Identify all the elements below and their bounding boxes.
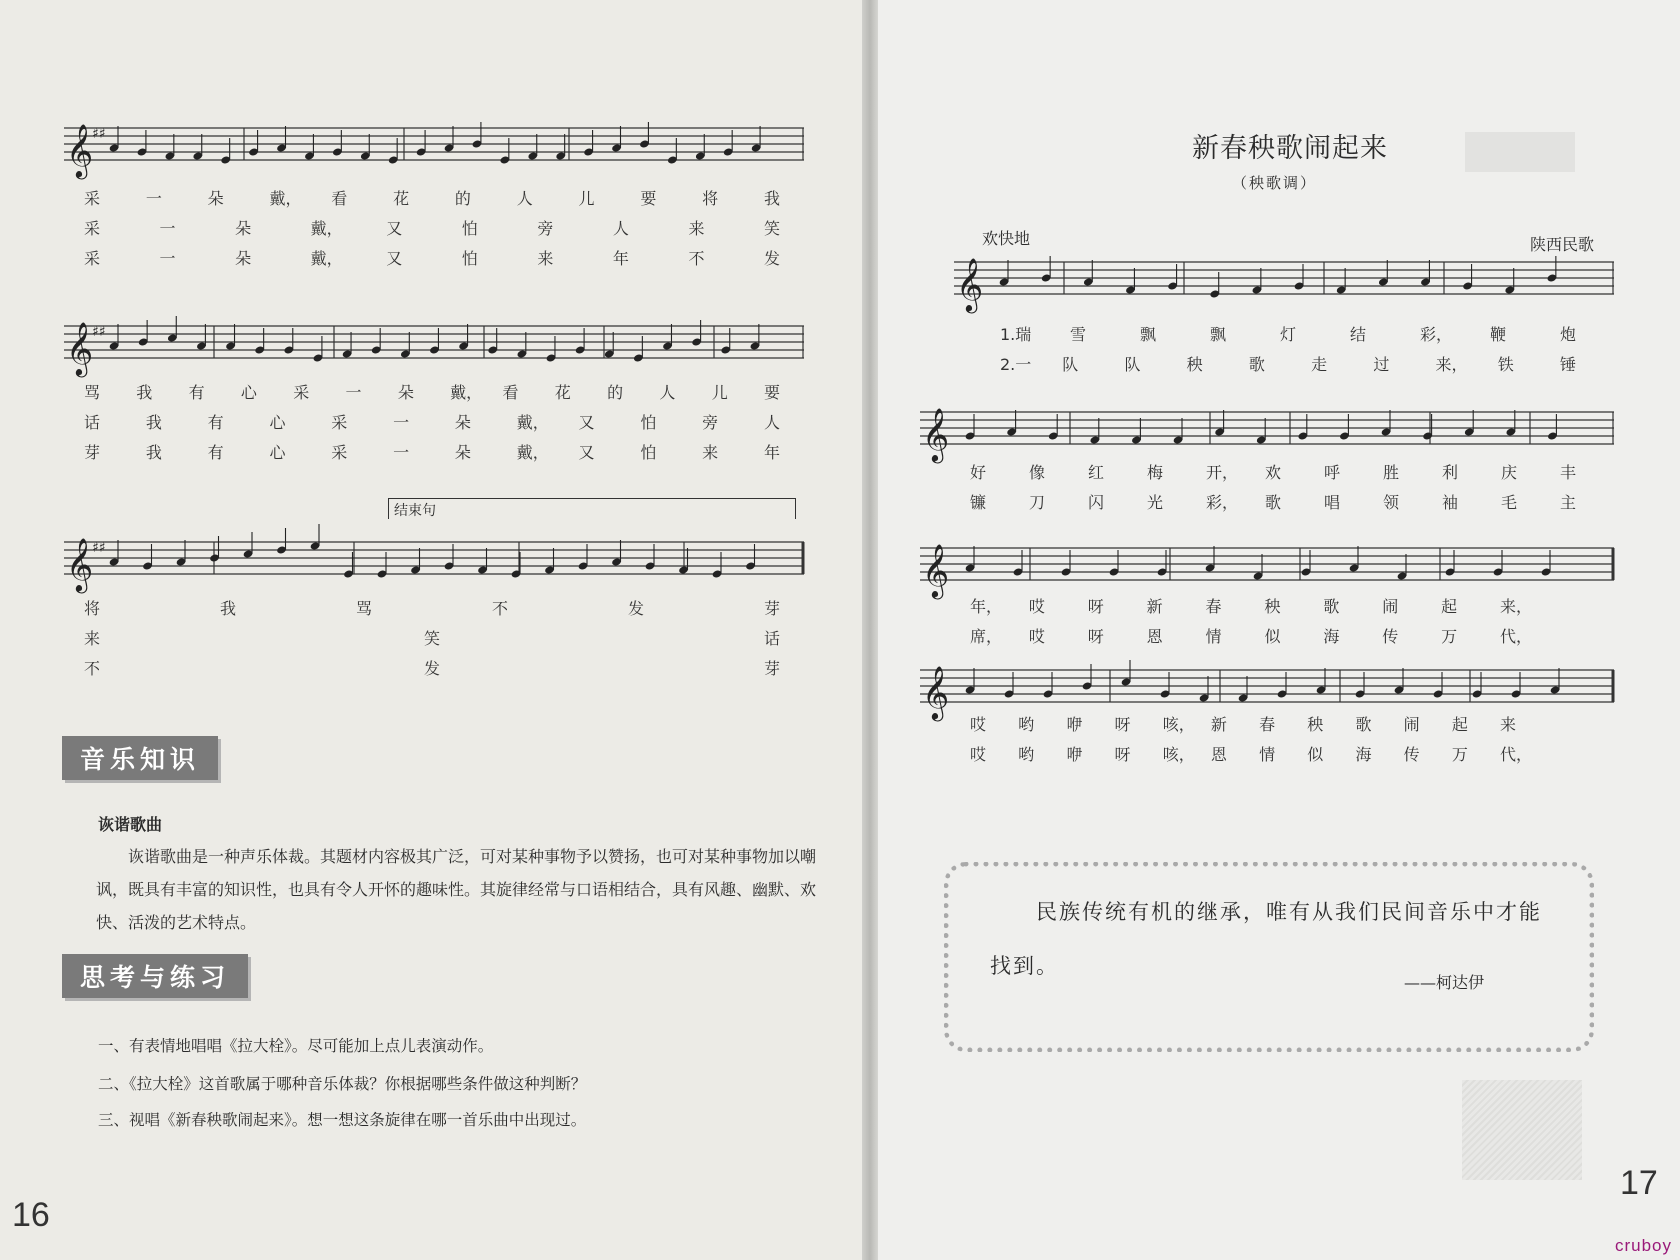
lyric-syllable: 看 bbox=[331, 189, 348, 208]
lyric-syllable: 采 bbox=[84, 249, 101, 268]
lyric-syllable: 一 bbox=[159, 219, 176, 238]
lyric-syllable: 新 bbox=[1210, 715, 1227, 734]
lyric-syllable: 戴， bbox=[310, 219, 343, 238]
lyric-syllable: 雪 bbox=[1070, 325, 1087, 344]
lyric-syllable: 恩 bbox=[1210, 745, 1227, 764]
lyric-syllable: 领 bbox=[1383, 493, 1400, 512]
lyric-syllable: 有 bbox=[207, 443, 224, 462]
lyric-syllable: 不 bbox=[492, 599, 509, 618]
score-staff-left-2 bbox=[64, 318, 804, 378]
decorative-image-top bbox=[1465, 132, 1575, 172]
lyric-syllable: 闹 bbox=[1403, 715, 1420, 734]
lyric-syllable: 年 bbox=[612, 249, 629, 268]
lyric-syllable: 海 bbox=[1323, 627, 1340, 646]
quote-line-2: 找到。 bbox=[990, 954, 1059, 978]
tempo-marking: 欢快地 bbox=[982, 229, 1031, 248]
key-signature-sharp: ♯♯ bbox=[92, 126, 106, 142]
lyric-syllable: 红 bbox=[1088, 463, 1105, 482]
lyric-syllable: 欢 bbox=[1265, 463, 1282, 482]
lyric-syllable: 朵 bbox=[397, 383, 414, 402]
treble-clef-icon: 𝄞 bbox=[922, 407, 950, 461]
score-staff-right-3 bbox=[920, 540, 1614, 600]
lyric-syllable: 传 bbox=[1403, 745, 1420, 764]
lyric-syllable: 呀 bbox=[1087, 627, 1104, 646]
score-staff-right-2 bbox=[920, 404, 1614, 464]
lyric-syllable: 恩 bbox=[1146, 627, 1163, 646]
lyric-syllable: 来 bbox=[1500, 715, 1517, 734]
lyric-syllable: 彩， bbox=[1420, 325, 1453, 344]
lyric-syllable: 怕 bbox=[640, 413, 657, 432]
lyric-syllable: 花 bbox=[393, 189, 410, 208]
lyric-syllable: 哎 bbox=[1028, 627, 1045, 646]
lyric-syllable: 灯 bbox=[1280, 325, 1297, 344]
lyric-syllable: 2.一 bbox=[1000, 355, 1032, 374]
lyric-syllable: 骂 bbox=[84, 383, 101, 402]
lyric-syllable: 我 bbox=[136, 383, 153, 402]
lyric-syllable: 看 bbox=[502, 383, 519, 402]
lyric-syllable: 一 bbox=[145, 189, 162, 208]
page-number-right: 17 bbox=[1620, 1164, 1658, 1202]
lyric-syllable: 采 bbox=[293, 383, 310, 402]
lyric-syllable: 芽 bbox=[764, 599, 781, 618]
lyric-syllable: 刀 bbox=[1029, 493, 1046, 512]
lyric-syllable: 发 bbox=[424, 659, 441, 678]
lyric-syllable: 儿 bbox=[578, 189, 595, 208]
treble-clef-icon: 𝄞 bbox=[922, 543, 950, 597]
lyric-syllable: 彩， bbox=[1206, 493, 1239, 512]
lyric-syllable: 来 bbox=[688, 219, 705, 238]
lyric-syllable: 我 bbox=[145, 413, 162, 432]
lyric-syllable: 话 bbox=[764, 629, 781, 648]
song-subtitle: （秧歌调） bbox=[1232, 174, 1318, 192]
lyric-syllable: 话 bbox=[84, 413, 101, 432]
treble-clef-icon: 𝄞 bbox=[922, 665, 950, 719]
treble-clef-icon: 𝄞 bbox=[66, 123, 94, 177]
lyric-syllable: 铁 bbox=[1497, 355, 1514, 374]
lyric-syllable: 炮 bbox=[1560, 325, 1577, 344]
lyric-syllable: 采 bbox=[331, 443, 348, 462]
lyric-syllable: 锤 bbox=[1560, 355, 1577, 374]
lyric-syllable: 咳， bbox=[1162, 715, 1195, 734]
lyric-syllable: 的 bbox=[607, 383, 624, 402]
lyric-syllable: 笑 bbox=[764, 219, 781, 238]
lyric-syllable: 起 bbox=[1451, 715, 1468, 734]
lyric-syllable: 像 bbox=[1029, 463, 1046, 482]
lyric-syllable: 哎 bbox=[1028, 597, 1045, 616]
question-1: 一、有表情地唱唱《拉大栓》。尽可能加上点儿表演动作。 bbox=[98, 1037, 494, 1055]
lyric-syllable: 旁 bbox=[702, 413, 719, 432]
lyric-syllable: 不 bbox=[84, 659, 101, 678]
lyric-syllable: 我 bbox=[220, 599, 237, 618]
lyric-syllable: 哟 bbox=[1018, 745, 1035, 764]
lyric-syllable: 鞭 bbox=[1490, 325, 1507, 344]
watermark: cruboy bbox=[1614, 1236, 1672, 1255]
lyric-syllable: 情 bbox=[1259, 745, 1276, 764]
score-staff-left-3 bbox=[64, 534, 804, 594]
lyric-syllable: 咿 bbox=[1066, 715, 1083, 734]
score-staff-left-1 bbox=[64, 120, 804, 180]
lyric-syllable: 队 bbox=[1124, 355, 1141, 374]
coda-bracket bbox=[388, 498, 796, 519]
lyric-syllable: 骂 bbox=[356, 599, 373, 618]
lyric-syllable: 袖 bbox=[1442, 493, 1459, 512]
lyric-syllable: 人 bbox=[516, 189, 533, 208]
lyric-syllable: 采 bbox=[84, 189, 101, 208]
lyric-syllable: 将 bbox=[702, 189, 719, 208]
lyric-syllable: 戴， bbox=[450, 383, 483, 402]
lyric-syllable: 主 bbox=[1560, 493, 1577, 512]
lyric-syllable: 有 bbox=[188, 383, 205, 402]
lyric-syllable: 呼 bbox=[1324, 463, 1341, 482]
lyric-syllable: 人 bbox=[764, 413, 781, 432]
lyric-syllable: 有 bbox=[207, 413, 224, 432]
lyric-syllable: 又 bbox=[578, 443, 595, 462]
music-knowledge-banner: 音乐知识 bbox=[62, 736, 218, 780]
lyric-syllable: 走 bbox=[1311, 355, 1328, 374]
lyric-syllable: 春 bbox=[1259, 715, 1276, 734]
treble-clef-icon: 𝄞 bbox=[66, 321, 94, 375]
lyric-syllable: 庆 bbox=[1501, 463, 1518, 482]
lyric-syllable: 旁 bbox=[537, 219, 554, 238]
quote-line-1: 民族传统有机的继承，唯有从我们民间音乐中才能 bbox=[1036, 900, 1542, 924]
lyric-syllable: 怕 bbox=[461, 249, 478, 268]
lyric-syllable: 万 bbox=[1451, 745, 1468, 764]
lyric-syllable: 飘 bbox=[1140, 325, 1157, 344]
lyric-syllable: 春 bbox=[1205, 597, 1222, 616]
lyric-syllable: 发 bbox=[628, 599, 645, 618]
lyric-syllable: 呀 bbox=[1114, 715, 1131, 734]
lyric-syllable: 唱 bbox=[1324, 493, 1341, 512]
lyric-syllable: 似 bbox=[1264, 627, 1281, 646]
lyric-syllable: 代， bbox=[1500, 627, 1533, 646]
lyric-syllable: 咳， bbox=[1162, 745, 1195, 764]
lyric-syllable: 年， bbox=[970, 597, 1003, 616]
lyric-syllable: 我 bbox=[145, 443, 162, 462]
lyric-syllable: 一 bbox=[345, 383, 362, 402]
lyric-syllable: 秧 bbox=[1307, 715, 1324, 734]
lyric-syllable: 心 bbox=[269, 443, 286, 462]
lyric-syllable: 的 bbox=[454, 189, 471, 208]
lyric-syllable: 心 bbox=[240, 383, 257, 402]
lyric-syllable: 朵 bbox=[235, 219, 252, 238]
lyric-syllable: 闹 bbox=[1382, 597, 1399, 616]
lyric-syllable: 一 bbox=[393, 443, 410, 462]
lyric-syllable: 人 bbox=[612, 219, 629, 238]
lyric-syllable: 朵 bbox=[207, 189, 224, 208]
lyric-syllable: 呀 bbox=[1087, 597, 1104, 616]
lyric-syllable: 秧 bbox=[1186, 355, 1203, 374]
lyric-syllable: 开， bbox=[1206, 463, 1239, 482]
lyric-syllable: 哎 bbox=[970, 715, 987, 734]
lyric-syllable: 戴， bbox=[269, 189, 302, 208]
lyric-syllable: 又 bbox=[578, 413, 595, 432]
lyric-syllable: 1.瑞 bbox=[1000, 325, 1032, 344]
lyric-syllable: 要 bbox=[640, 189, 657, 208]
lyric-syllable: 来， bbox=[1435, 355, 1468, 374]
lyric-syllable: 芽 bbox=[764, 659, 781, 678]
treble-clef-icon: 𝄞 bbox=[66, 537, 94, 591]
lyric-syllable: 戴， bbox=[516, 443, 549, 462]
lyric-syllable: 似 bbox=[1307, 745, 1324, 764]
lyric-syllable: 席， bbox=[970, 627, 1003, 646]
lyric-syllable: 儿 bbox=[711, 383, 728, 402]
lyric-syllable: 又 bbox=[386, 249, 403, 268]
lyric-syllable: 朵 bbox=[454, 413, 471, 432]
lyric-syllable: 又 bbox=[386, 219, 403, 238]
treble-clef-icon: 𝄞 bbox=[956, 257, 984, 311]
lyric-syllable: 闪 bbox=[1088, 493, 1105, 512]
coda-label: 结束句 bbox=[394, 503, 436, 519]
lyric-syllable: 来 bbox=[537, 249, 554, 268]
key-signature-sharp: ♯♯ bbox=[92, 540, 106, 556]
lyric-syllable: 一 bbox=[393, 413, 410, 432]
lyric-syllable: 戴， bbox=[310, 249, 343, 268]
lyric-syllable: 毛 bbox=[1501, 493, 1518, 512]
lyric-syllable: 传 bbox=[1382, 627, 1399, 646]
lyric-syllable: 咿 bbox=[1066, 745, 1083, 764]
lyric-syllable: 歌 bbox=[1248, 355, 1265, 374]
lyric-syllable: 人 bbox=[659, 383, 676, 402]
lyric-syllable: 好 bbox=[970, 463, 987, 482]
lyric-syllable: 歌 bbox=[1323, 597, 1340, 616]
lyric-syllable: 海 bbox=[1355, 745, 1372, 764]
lyric-syllable: 代， bbox=[1500, 745, 1533, 764]
book-gutter bbox=[862, 0, 878, 1260]
lyric-syllable: 怕 bbox=[640, 443, 657, 462]
lyric-syllable: 胜 bbox=[1383, 463, 1400, 482]
lyric-syllable: 不 bbox=[688, 249, 705, 268]
lyric-syllable: 来 bbox=[702, 443, 719, 462]
lyric-syllable: 利 bbox=[1442, 463, 1459, 482]
lyric-syllable: 万 bbox=[1441, 627, 1458, 646]
lyric-syllable: 芽 bbox=[84, 443, 101, 462]
lyric-syllable: 队 bbox=[1062, 355, 1079, 374]
lyric-syllable: 一 bbox=[159, 249, 176, 268]
lyric-syllable: 哟 bbox=[1018, 715, 1035, 734]
lyric-syllable: 来， bbox=[1500, 597, 1533, 616]
lyric-syllable: 我 bbox=[764, 189, 781, 208]
lyric-syllable: 笑 bbox=[424, 629, 441, 648]
page-number-left: 16 bbox=[12, 1196, 50, 1234]
lyric-syllable: 心 bbox=[269, 413, 286, 432]
lyric-syllable: 起 bbox=[1441, 597, 1458, 616]
lyric-syllable: 花 bbox=[554, 383, 571, 402]
lyric-syllable: 戴， bbox=[516, 413, 549, 432]
lyric-syllable: 歌 bbox=[1265, 493, 1282, 512]
lyric-syllable: 来 bbox=[84, 629, 101, 648]
question-3: 三、视唱《新春秧歌闹起来》。想一想这条旋律在哪一首乐曲中出现过。 bbox=[98, 1111, 587, 1129]
lyric-syllable: 情 bbox=[1205, 627, 1222, 646]
section-paragraph: 诙谐歌曲是一种声乐体裁。其题材内容极其广泛，可对某种事物予以赞扬，也可对某种事物加以嘲讽，既具有丰富的知识性，也具有令人开怀的趣味性。其旋律经常与口语相结合，具有风趣、幽默、欢快、活泼的艺术特点。 bbox=[96, 847, 817, 932]
section-heading: 诙谐歌曲 bbox=[98, 815, 163, 834]
lyric-syllable: 新 bbox=[1146, 597, 1163, 616]
lyric-syllable: 哎 bbox=[970, 745, 987, 764]
question-2: 二、《拉大栓》这首歌属于哪种音乐体裁？你根据哪些条件做这种判断？ bbox=[98, 1075, 587, 1093]
score-staff-right-1 bbox=[954, 254, 1614, 314]
lyric-syllable: 光 bbox=[1147, 493, 1164, 512]
lyric-syllable: 歌 bbox=[1355, 715, 1372, 734]
lyric-syllable: 采 bbox=[84, 219, 101, 238]
quote-author: ——柯达伊 bbox=[1404, 973, 1485, 992]
lyric-syllable: 过 bbox=[1373, 355, 1390, 374]
lyric-syllable: 将 bbox=[84, 599, 101, 618]
lyric-syllable: 怕 bbox=[461, 219, 478, 238]
lyric-syllable: 镰 bbox=[970, 493, 987, 512]
lyric-syllable: 采 bbox=[331, 413, 348, 432]
key-signature-sharp: ♯♯ bbox=[92, 324, 106, 340]
lyric-syllable: 要 bbox=[764, 383, 781, 402]
lyric-syllable: 丰 bbox=[1560, 463, 1577, 482]
lyric-syllable: 飘 bbox=[1210, 325, 1227, 344]
song-title: 新春秧歌闹起来 bbox=[1192, 133, 1388, 164]
lyric-syllable: 朵 bbox=[454, 443, 471, 462]
lyric-syllable: 年 bbox=[764, 443, 781, 462]
lyric-syllable: 发 bbox=[764, 249, 781, 268]
lyric-syllable: 朵 bbox=[235, 249, 252, 268]
lyric-syllable: 梅 bbox=[1147, 463, 1164, 482]
lyric-syllable: 秧 bbox=[1264, 597, 1281, 616]
practice-banner: 思考与练习 bbox=[62, 954, 248, 998]
song-origin: 陕西民歌 bbox=[1530, 235, 1595, 254]
decorative-illustration bbox=[1462, 1080, 1582, 1180]
lyric-syllable: 呀 bbox=[1114, 745, 1131, 764]
lyric-syllable: 结 bbox=[1350, 325, 1367, 344]
